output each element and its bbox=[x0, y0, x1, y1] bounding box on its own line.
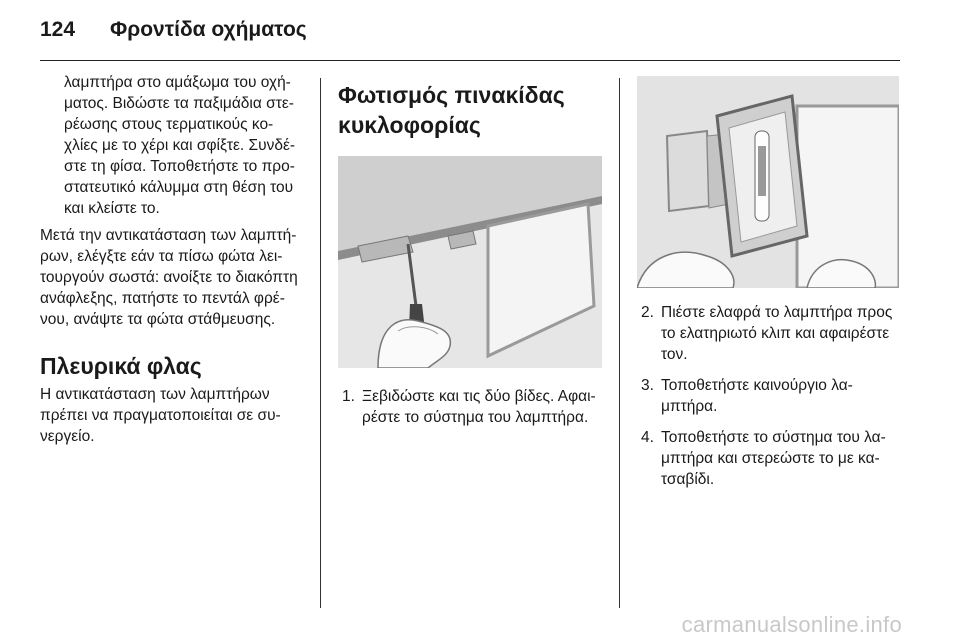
side-indicators-paragraph: Η αντικατάσταση των λαμπτήρων πρέπει να πραγματοποιείται σε συ- νεργείο. bbox=[40, 386, 281, 445]
step-1 bbox=[338, 386, 602, 428]
step-number: 4. bbox=[641, 429, 654, 446]
column-divider-2 bbox=[619, 78, 620, 608]
step-4 bbox=[637, 427, 899, 490]
step-text: Ξεβιδώστε και τις δύο βίδες. Αφαι- ρέστε το σύστημα του λαμπτήρα. bbox=[362, 388, 596, 426]
header-divider bbox=[40, 60, 900, 61]
step-text: Τοποθετήστε καινούργιο λα- μπτήρα. bbox=[661, 377, 853, 415]
step-number: 1. bbox=[342, 388, 355, 405]
check-lights-paragraph: Μετά την αντικατάσταση των λαμπτή- ρων, ελέγξτε εάν τα πίσω φώτα λει- τουργούν σωστά: ανοίξτε το διακόπτη ανάφλεξης, πατήστε το πεντάλ φρέ- νου, ανάψτε τα φώτα στάθμευσης. bbox=[40, 227, 298, 328]
continued-step-text: λαμπτήρα στο αμάξωμα του οχή- ματος. Βιδώστε τα παξιμάδια στε- ρέωσης στους τερματικούς κο- χλίες με το χέρι και σφίξτε. Συνδέ- στε τη φίσα. Τοποθετήστε το προ- στατευτικό κάλυμμα στη θέση του και κλείστε το. bbox=[64, 74, 296, 217]
column-3 bbox=[637, 76, 899, 500]
screwdriver-illustration bbox=[338, 156, 602, 368]
license-plate-light-heading: Φωτισμός πινακίδας κυκλοφορίας bbox=[338, 82, 565, 138]
side-indicators-heading: Πλευρικά φλας bbox=[40, 353, 202, 379]
watermark: carmanualsonline.info bbox=[681, 612, 902, 637]
page-title: Φροντίδα οχήματος bbox=[110, 18, 307, 41]
step-text: Τοποθετήστε το σύστημα του λα- μπτήρα και στερεώστε το με κα- τσαβίδι. bbox=[661, 429, 886, 488]
page-header bbox=[40, 18, 307, 48]
step-2 bbox=[637, 302, 899, 365]
column-1 bbox=[40, 72, 312, 447]
bulb-removal-illustration bbox=[637, 76, 899, 288]
column-2 bbox=[338, 80, 602, 438]
step-text: Πιέστε ελαφρά το λαμπτήρα προς το ελατηριωτό κλιπ και αφαιρέστε τον. bbox=[661, 304, 893, 363]
page-number: 124 bbox=[40, 18, 76, 41]
step-number: 3. bbox=[641, 377, 654, 394]
step-3 bbox=[637, 375, 899, 417]
column-divider-1 bbox=[320, 78, 321, 608]
step-number: 2. bbox=[641, 304, 654, 321]
